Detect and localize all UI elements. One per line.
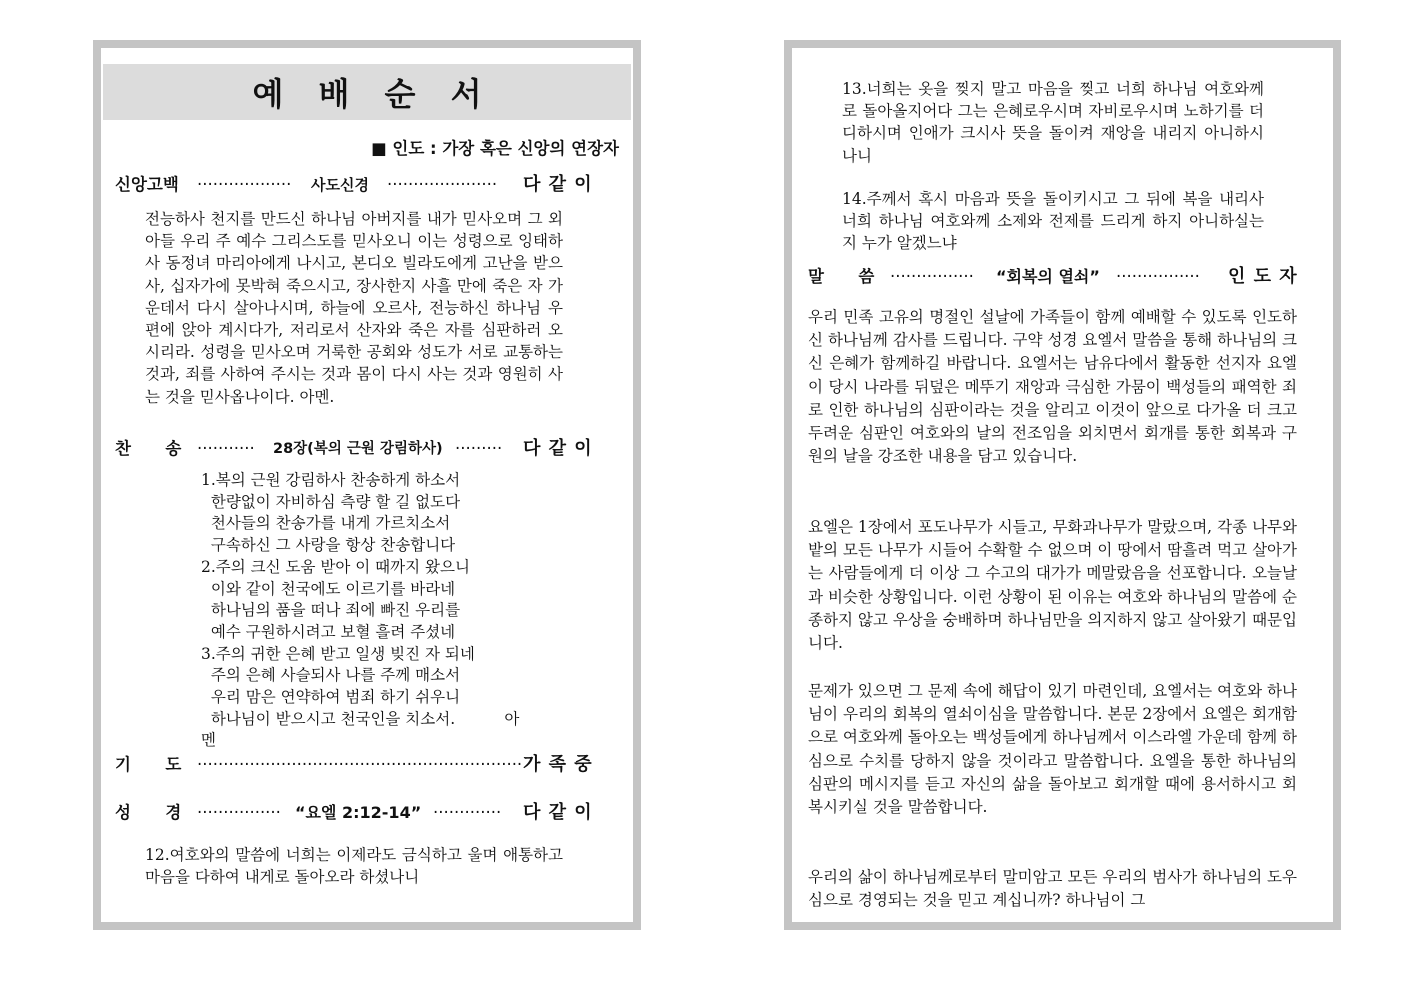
- scripture-dots-2: ·············: [433, 803, 502, 822]
- hymn-line: 하나님이 받으시고 천국인을 치소서. 아: [201, 709, 520, 728]
- hymn-line: 1.복의 근원 강림하사 찬송하게 하소서: [201, 471, 461, 489]
- sermon-preacher: 인 도 자: [1228, 266, 1298, 287]
- verse-12: [145, 844, 563, 888]
- scripture-performer: 다 같 이: [523, 802, 593, 823]
- right-page: [784, 40, 1341, 930]
- prayer-performer: 가 족 중: [523, 754, 593, 775]
- sermon-text: 요엘은 1장에서 포도나무가 시들고, 무화과나무가 말랐으며, 각종 나무와 밭의 모든 나무가 시들어 수확할 수 없으며 이 땅에서 땀흘려 먹고 살아가는 사람들에게 더 이상 그 수고의 대가가 메말랐음을 선포합니다. 오늘날과 비슷한 상황입니다. 이런 상황이 된 이유는 여호와 하나님의 말씀에 순종하지 않고 우상을 숭배하며 하나님만을 의지하지 않고 살아왔기 때문입니다.: [808, 518, 1297, 653]
- left-page: [93, 40, 641, 930]
- sermon-dots-1: ················: [890, 267, 974, 286]
- hymn-heading: [115, 438, 609, 460]
- prayer-label: 기 도: [115, 755, 182, 774]
- scripture-reference: “요엘 2:12-14”: [295, 803, 422, 822]
- scripture-dots-1: ················: [197, 803, 281, 822]
- sermon-paragraph-3: [808, 680, 1297, 819]
- creed-paragraph: 전능하사 천지를 만드신 하나님 아버지를 내가 믿사오며 그 외아들 우리 주 예수 그리스도를 믿사오니 이는 성령으로 잉태하사 동정녀 마리아에게 나시고, 본디오 빌라도에게 고난을 받으사, 십자가에 못박혀 죽으시고, 장사한지 사흘 만에 죽은 자 가운데서 다시 살아나시며, 하늘에 오르사, 전능하신 하나님 우편에 앉아 계시다가, 저리로서 산자와 죽은 자를 심판하러 오시리라. 성령을 믿사오며 거룩한 공회와 성도가 서로 교통하는 것과, 죄를 사하여 주시는 것과 몸이 다시 사는 것과 영원히 사는 것을 믿사옵나이다. 아멘.: [145, 210, 563, 406]
- hymn-performer: 다 같 이: [523, 438, 593, 459]
- verse-13-text: 13.너희는 옷을 찢지 말고 마음을 찢고 너희 하나님 여호와께로 돌아올지어다 그는 은혜로우시며 자비로우시며 노하기를 더디하시며 인애가 크시사 뜻을 돌이켜 재앙을 내리지 아니하시나니: [842, 80, 1264, 165]
- sermon-dots-2: ················: [1116, 267, 1200, 286]
- verse-14-text: 14.주께서 혹시 마음과 뜻을 돌이키시고 그 뒤에 복을 내리사 너희 하나님 여호와께 소제와 전제를 드리게 하지 아니하실는지 누가 알겠느냐: [842, 190, 1264, 253]
- sermon-heading: [808, 266, 1314, 288]
- sermon-paragraph-2: [808, 516, 1297, 655]
- hymn-line: 예수 구원하시려고 보혈 흘려 주셨네: [201, 622, 456, 641]
- verse-14: [842, 188, 1264, 255]
- hymn-line: 멘: [201, 731, 216, 750]
- prayer-dots: ······························································: [197, 755, 523, 774]
- creed-heading: [115, 174, 609, 196]
- hymn-line: 구속하신 그 사랑을 항상 찬송합니다: [201, 536, 456, 555]
- verse-13: [842, 78, 1264, 167]
- hymn-line: 한량없이 자비하심 측량 할 길 없도다: [201, 492, 461, 511]
- sermon-label: 말 씀: [808, 267, 875, 286]
- hymn-label: 찬 송: [115, 439, 182, 458]
- prayer-heading: [115, 754, 609, 776]
- hymn-dots-1: ···········: [197, 439, 255, 458]
- apostles-creed-text: [145, 208, 563, 408]
- sermon-text: 우리 민족 고유의 명절인 설날에 가족들이 함께 예배할 수 있도록 인도하신 하나님께 감사를 드립니다. 구약 성경 요엘서 말씀을 통해 하나님의 크신 은혜가 함께하길 바랍니다. 요엘서는 남유다에서 활동한 선지자 요엘이 당시 나라를 뒤덮은 메뚜기 재앙과 극심한 가뭄이 백성들의 패역한 죄로 인한 하나님의 심판이라는 것을 알리고 이것이 앞으로 다가올 더 크고 두려운 심판인 여호와의 날의 전조임을 외치면서 회개를 통한 회복과 구원의 날을 강조한 내용을 담고 있습니다.: [808, 308, 1297, 466]
- hymn-line: 천사들의 찬송가를 내게 가르치소서: [201, 514, 451, 533]
- leader-note: ■ 인도 : 가장 혹은 신앙의 연장자: [371, 139, 619, 158]
- scripture-heading: [115, 802, 609, 824]
- hymn-line: 이와 같이 천국에도 이르기를 바라네: [201, 579, 456, 598]
- hymn-line: 하나님의 품을 떠나 죄에 빠진 우리를: [201, 601, 461, 620]
- sermon-text: 우리의 삶이 하나님께로부터 말미암고 모든 우리의 범사가 하나님의 도우심으로 경영되는 것을 믿고 계십니까? 하나님이 그: [808, 868, 1297, 910]
- creed-title: 사도신경: [311, 176, 369, 194]
- scripture-label: 성 경: [115, 803, 182, 822]
- hymn-line: 3.주의 귀한 은혜 받고 일생 빚진 자 되네: [201, 644, 475, 663]
- title-banner: [103, 64, 631, 120]
- creed-dots-2: ·····················: [387, 175, 498, 194]
- sermon-text: 문제가 있으면 그 문제 속에 해답이 있기 마련인데, 요엘서는 여호와 하나님이 우리의 회복의 열쇠이심을 말씀합니다. 본문 2장에서 요엘은 회개함으로 여호와께 돌아오는 백성들에게 하나님께서 이스라엘 가운데 함께 하심으로 수치를 당하지 않을 것이라고 말씀합니다. 요엘을 통한 하나님의 심판의 메시지를 듣고 자신의 삶을 돌아보고 회개할 때에 용서하시고 회복시키실 것을 말씀합니다.: [808, 682, 1297, 817]
- creed-performer: 다 같 이: [523, 174, 593, 195]
- verse-12-text: 12.여호와의 말씀에 너희는 이제라도 금식하고 울며 애통하고 마음을 다하여 내게로 돌아오라 하셨나니: [145, 846, 563, 887]
- sermon-paragraph-4: [808, 866, 1297, 912]
- hymn-line: 우리 맘은 연약하여 범죄 하기 쉬우니: [201, 688, 461, 707]
- hymn-dots-2: ·········: [455, 439, 503, 458]
- hymn-lyrics: [201, 470, 571, 752]
- page-title: 예 배 순 서: [252, 75, 494, 113]
- hymn-line: 2.주의 크신 도움 받아 이 때까지 왔으니: [201, 557, 470, 576]
- sermon-paragraph-1: [808, 306, 1297, 468]
- hymn-line: 주의 은혜 사슬되사 나를 주께 매소서: [201, 666, 461, 685]
- sermon-title: “회복의 열쇠”: [996, 267, 1100, 286]
- creed-dots-1: ··················: [197, 175, 292, 194]
- hymn-title: 28장(복의 근원 강림하사): [273, 441, 443, 457]
- creed-label: 신앙고백: [115, 175, 179, 194]
